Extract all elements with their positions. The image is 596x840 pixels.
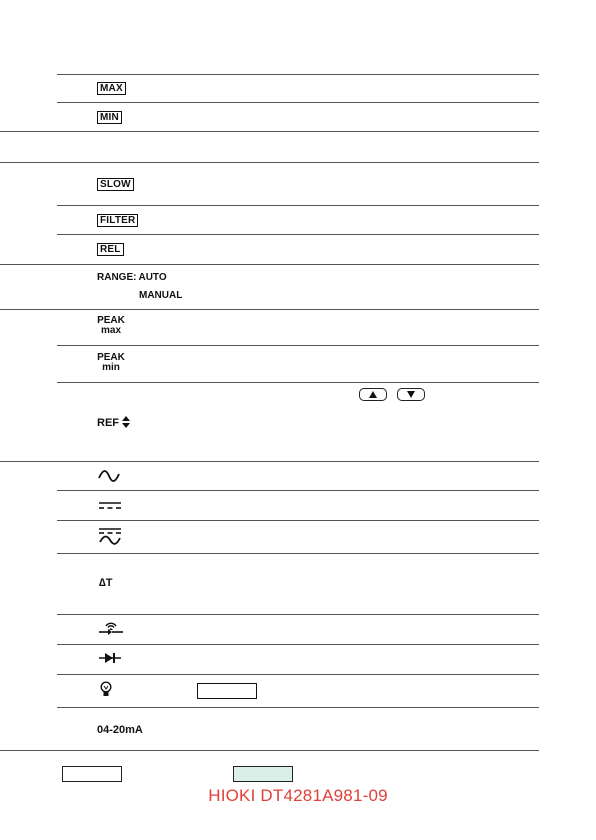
rel-symbol: REL — [97, 243, 124, 256]
table-divider — [57, 205, 539, 206]
filter-symbol: FILTER — [97, 214, 138, 227]
table-divider — [57, 102, 539, 103]
dc-icon — [98, 500, 122, 512]
table-divider — [57, 382, 539, 383]
footer-left-box — [62, 766, 122, 782]
slow-symbol: SLOW — [97, 178, 134, 191]
document-id: HIOKI DT4281A981-09 — [208, 786, 388, 805]
ac-dc-icon — [98, 527, 122, 547]
up-down-triangle-icon — [122, 416, 130, 428]
table-divider — [0, 461, 539, 462]
backlight-lamp-icon — [100, 681, 112, 697]
peak-min-symbol: PEAK min — [97, 352, 125, 373]
down-arrow-key — [397, 388, 425, 401]
ac-sine-icon — [98, 470, 120, 482]
table-divider — [57, 553, 539, 554]
table-divider — [0, 750, 539, 751]
table-divider — [0, 131, 539, 132]
key-label-box — [197, 683, 257, 699]
up-arrow-key-icon — [369, 391, 377, 398]
table-divider — [57, 614, 539, 615]
table-divider — [57, 644, 539, 645]
peak-max-symbol: PEAK max — [97, 315, 125, 336]
delta-t-symbol: ∆T — [99, 577, 113, 589]
up-arrow-key — [359, 388, 387, 401]
footer-highlight-box — [233, 766, 293, 782]
down-arrow-key-icon — [407, 391, 415, 398]
diode-icon — [98, 652, 122, 664]
table-divider — [57, 234, 539, 235]
table-divider — [57, 674, 539, 675]
range-manual-symbol: MANUAL — [139, 290, 183, 301]
table-divider — [57, 74, 539, 75]
ref-symbol: REF — [97, 416, 130, 429]
table-divider — [57, 490, 539, 491]
table-divider — [0, 264, 539, 265]
ma-loop-symbol: 04-20mA — [97, 724, 143, 736]
min-symbol: MIN — [97, 111, 122, 124]
range-symbol: RANGE: AUTO — [97, 272, 167, 283]
table-divider — [57, 707, 539, 708]
table-divider — [57, 520, 539, 521]
table-divider — [0, 309, 539, 310]
continuity-buzzer-icon — [98, 620, 124, 636]
table-divider — [57, 345, 539, 346]
max-symbol: MAX — [97, 82, 126, 95]
table-divider — [0, 162, 539, 163]
